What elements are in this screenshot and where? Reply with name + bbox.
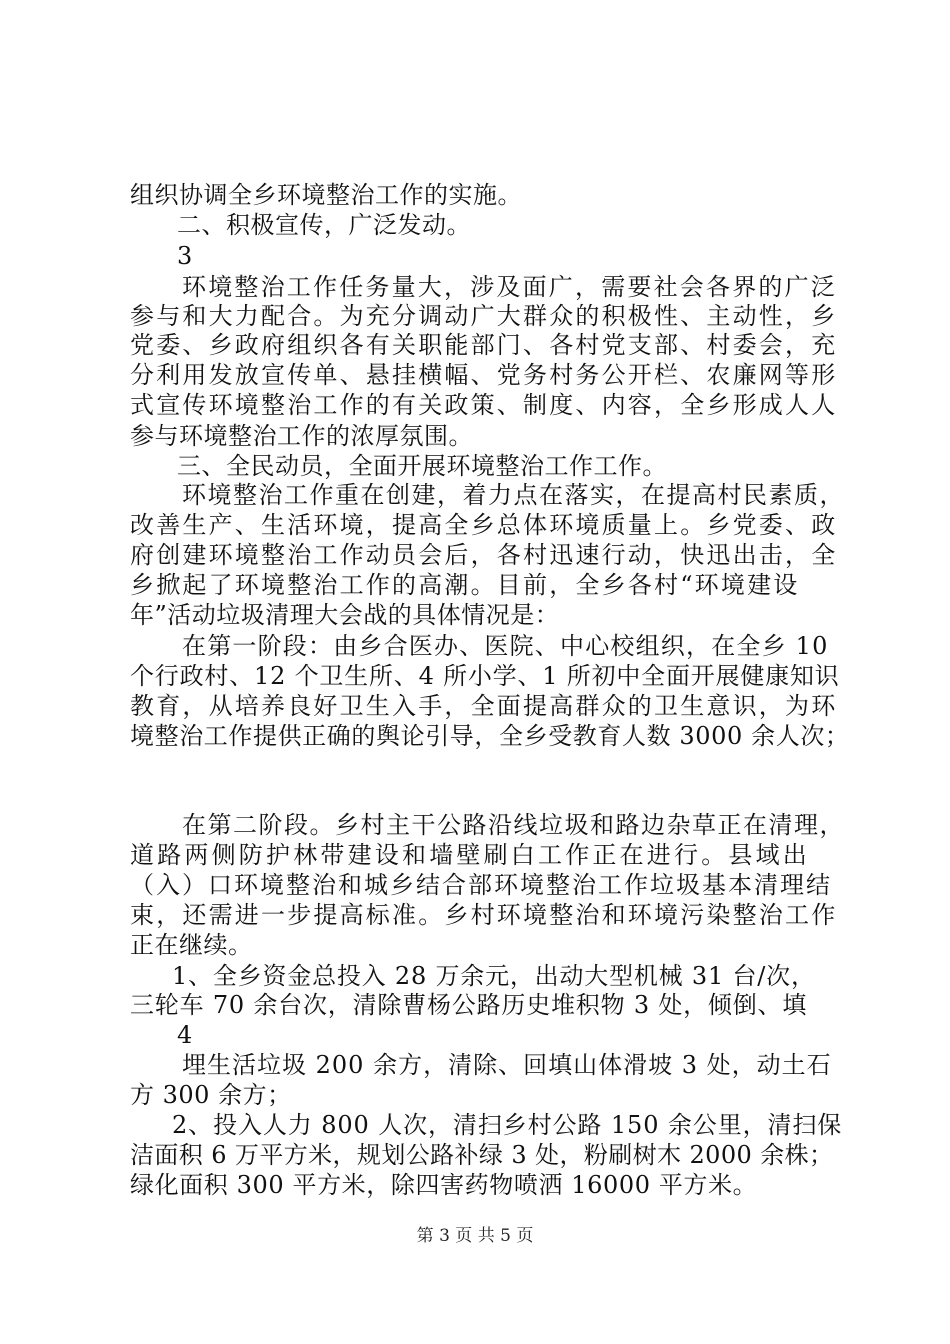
- section-heading: 三、全民动员，全面开展环境整治工作工作。: [177, 452, 667, 480]
- text-line: 绿化面积 300 平方米，除四害药物喷洒 16000 平方米。: [130, 1171, 758, 1199]
- text-line: 个行政村、12 个卫生所、4 所小学、1 所初中全面开展健康知识: [130, 662, 840, 690]
- text-line: 改善生产、生活环境，提高全乡总体环境质量上。乡党委、政: [130, 511, 838, 539]
- page-number-footer: 第 3 页 共 5 页: [416, 1226, 534, 1246]
- text-line: 束，还需进一步提高标准。乡村环境整治和环境污染整治工作: [130, 901, 838, 929]
- text-line: 三轮车 70 余台次，清除曹杨公路历史堆积物 3 处，倾倒、填: [130, 991, 808, 1019]
- text-line: 教育，从培养良好卫生入手，全面提高群众的卫生意识，为环: [130, 692, 838, 720]
- text-line: 参与和大力配合。为充分调动广大群众的积极性、主动性，乡: [130, 302, 838, 330]
- text-line: 府创建环境整治工作动员会后，各村迅速行动，快迅出击，全: [130, 541, 838, 569]
- text-line: （入）口环境整治和城乡结合部环境整治工作垃圾基本清理结: [130, 871, 832, 899]
- text-line: 方 300 余方；: [130, 1081, 292, 1109]
- text-line: 年”活动垃圾清理大会战的具体情况是：: [130, 601, 560, 629]
- text-line: 埋生活垃圾 200 余方，清除、回填山体滑坡 3 处，动土石: [182, 1051, 832, 1079]
- text-line: 正在继续。: [130, 931, 253, 959]
- section-heading: 二、积极宣传，广泛发动。: [177, 211, 471, 239]
- text-line: 参与环境整治工作的浓厚氛围。: [130, 422, 473, 450]
- text-line: 环境整治工作重在创建，着力点在落实，在提高村民素质，: [182, 481, 845, 509]
- text-line: 1、全乡资金总投入 28 万余元，出动大型机械 31 台/次，: [172, 962, 816, 990]
- text-line: 在第一阶段：由乡合医办、医院、中心校组织，在全乡 10: [182, 632, 829, 660]
- text-line: 洁面积 6 万平方米，规划公路补绿 3 处，粉刷树木 2000 余株；: [130, 1141, 834, 1169]
- text-line: 组织协调全乡环境整治工作的实施。: [130, 181, 522, 209]
- page-marker: 3: [177, 242, 193, 270]
- text-line: 分利用发放宣传单、悬挂横幅、党务村务公开栏、农廉网等形: [130, 361, 838, 389]
- text-line: 在第二阶段。乡村主干公路沿线垃圾和路边杂草正在清理，: [182, 811, 845, 839]
- text-line: 式宣传环境整治工作的有关政策、制度、内容，全乡形成人人: [130, 391, 838, 419]
- text-line: 环境整治工作任务量大，涉及面广，需要社会各界的广泛: [182, 273, 837, 301]
- text-line: 党委、乡政府组织各有关职能部门、各村党支部、村委会，充: [130, 331, 838, 359]
- text-line: 乡掀起了环境整治工作的高潮。目前，全乡各村“环境建设: [130, 571, 800, 599]
- text-line: 2、投入人力 800 人次，清扫乡村公路 150 余公里，清扫保: [172, 1111, 843, 1139]
- text-line: 境整治工作提供正确的舆论引导，全乡受教育人数 3000 余人次；: [130, 722, 850, 750]
- text-line: 道路两侧防护林带建设和墙壁刷白工作正在进行。县域出: [130, 841, 810, 869]
- page-marker: 4: [177, 1021, 193, 1049]
